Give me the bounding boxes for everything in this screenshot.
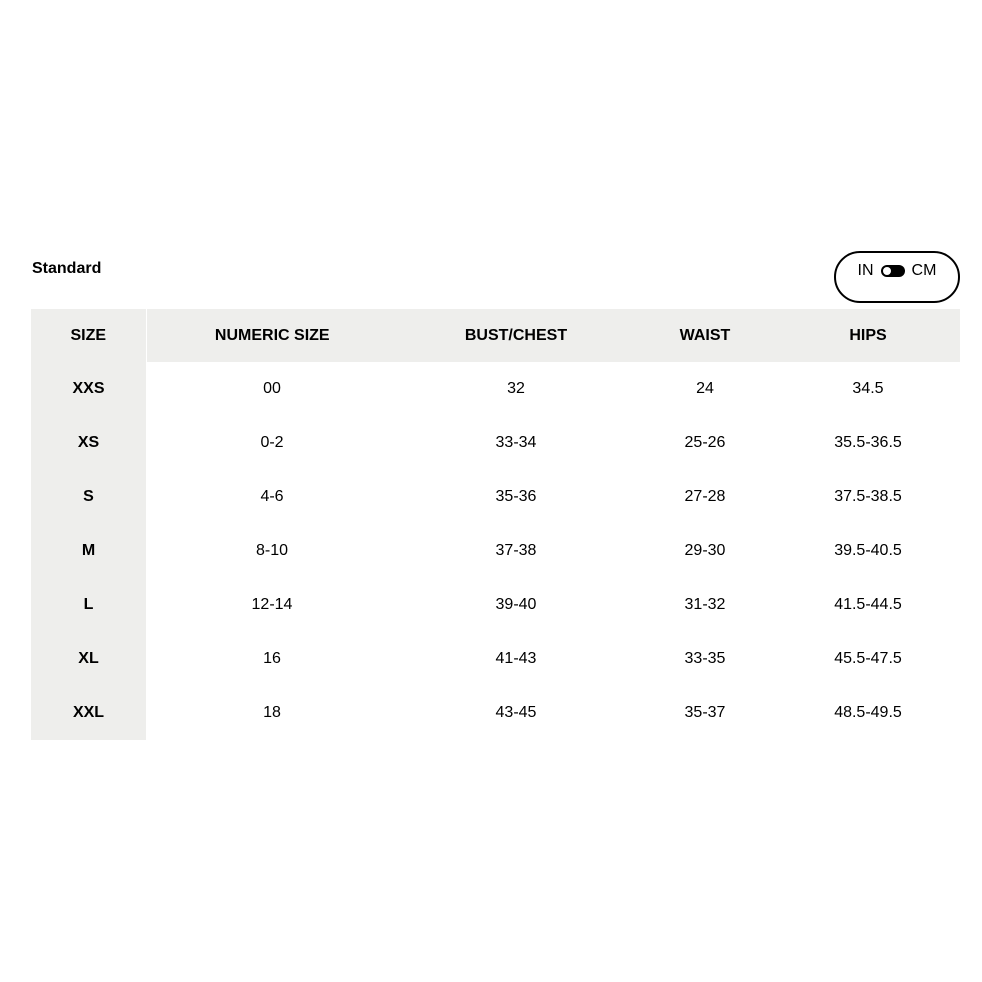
table-body bbox=[31, 362, 960, 740]
waist-cell: 24 bbox=[696, 380, 714, 397]
unit-toggle[interactable] bbox=[834, 251, 960, 303]
table-row bbox=[31, 632, 960, 686]
table-row bbox=[31, 524, 960, 578]
column-header-hips: HIPS bbox=[776, 309, 960, 362]
hips-cell: 39.5-40.5 bbox=[834, 542, 902, 559]
hips-cell: 48.5-49.5 bbox=[834, 704, 902, 721]
column-header-waist: WAIST bbox=[634, 309, 776, 362]
bust-chest-cell: 33-34 bbox=[495, 434, 537, 451]
size-chart-title: Standard bbox=[32, 260, 102, 277]
size-chart-table bbox=[31, 309, 960, 740]
hips-cell: 37.5-38.5 bbox=[834, 488, 902, 505]
size-label-cell: XXS bbox=[31, 362, 146, 416]
unit-centimeters-label: CM bbox=[911, 262, 937, 279]
hips-cell: 34.5 bbox=[852, 380, 884, 397]
numeric-size-cell: 16 bbox=[263, 650, 281, 667]
column-header-size: SIZE bbox=[31, 309, 146, 362]
numeric-size-cell: 8-10 bbox=[255, 542, 289, 559]
size-label-cell: XS bbox=[31, 416, 146, 470]
size-label-cell: L bbox=[31, 578, 146, 632]
hips-cell: 35.5-36.5 bbox=[834, 434, 902, 451]
header-row bbox=[31, 309, 960, 362]
hips-cell: 45.5-47.5 bbox=[834, 650, 902, 667]
column-header-bust-chest: BUST/CHEST bbox=[398, 309, 634, 362]
bust-chest-cell: 41-43 bbox=[495, 650, 537, 667]
waist-cell: 35-37 bbox=[684, 704, 726, 721]
numeric-size-cell: 00 bbox=[263, 380, 281, 397]
bust-chest-cell: 39-40 bbox=[495, 596, 537, 613]
bust-chest-cell: 43-45 bbox=[495, 704, 537, 721]
table-row bbox=[31, 416, 960, 470]
table-row bbox=[31, 578, 960, 632]
waist-cell: 25-26 bbox=[684, 434, 726, 451]
table-row bbox=[31, 470, 960, 524]
toggle-switch-icon[interactable] bbox=[881, 265, 905, 277]
bust-chest-cell: 35-36 bbox=[495, 488, 537, 505]
numeric-size-cell: 4-6 bbox=[260, 488, 284, 505]
table-row bbox=[31, 362, 960, 416]
hips-cell: 41.5-44.5 bbox=[834, 596, 902, 613]
size-label-cell: XL bbox=[31, 632, 146, 686]
unit-inches-label: IN bbox=[857, 262, 874, 279]
waist-cell: 27-28 bbox=[684, 488, 726, 505]
size-label-cell: XXL bbox=[31, 686, 146, 740]
waist-cell: 29-30 bbox=[684, 542, 726, 559]
numeric-size-cell: 18 bbox=[263, 704, 281, 721]
numeric-size-cell: 12-14 bbox=[251, 596, 293, 613]
table-row bbox=[31, 686, 960, 740]
waist-cell: 33-35 bbox=[684, 650, 726, 667]
size-label-cell: S bbox=[31, 470, 146, 524]
bust-chest-cell: 37-38 bbox=[495, 542, 537, 559]
toggle-knob bbox=[883, 267, 891, 275]
bust-chest-cell: 32 bbox=[507, 380, 525, 397]
size-label-cell: M bbox=[31, 524, 146, 578]
table-header bbox=[31, 309, 960, 362]
numeric-size-cell: 0-2 bbox=[260, 434, 284, 451]
waist-cell: 31-32 bbox=[684, 596, 726, 613]
column-header-numeric-size: NUMERIC SIZE bbox=[146, 309, 398, 362]
